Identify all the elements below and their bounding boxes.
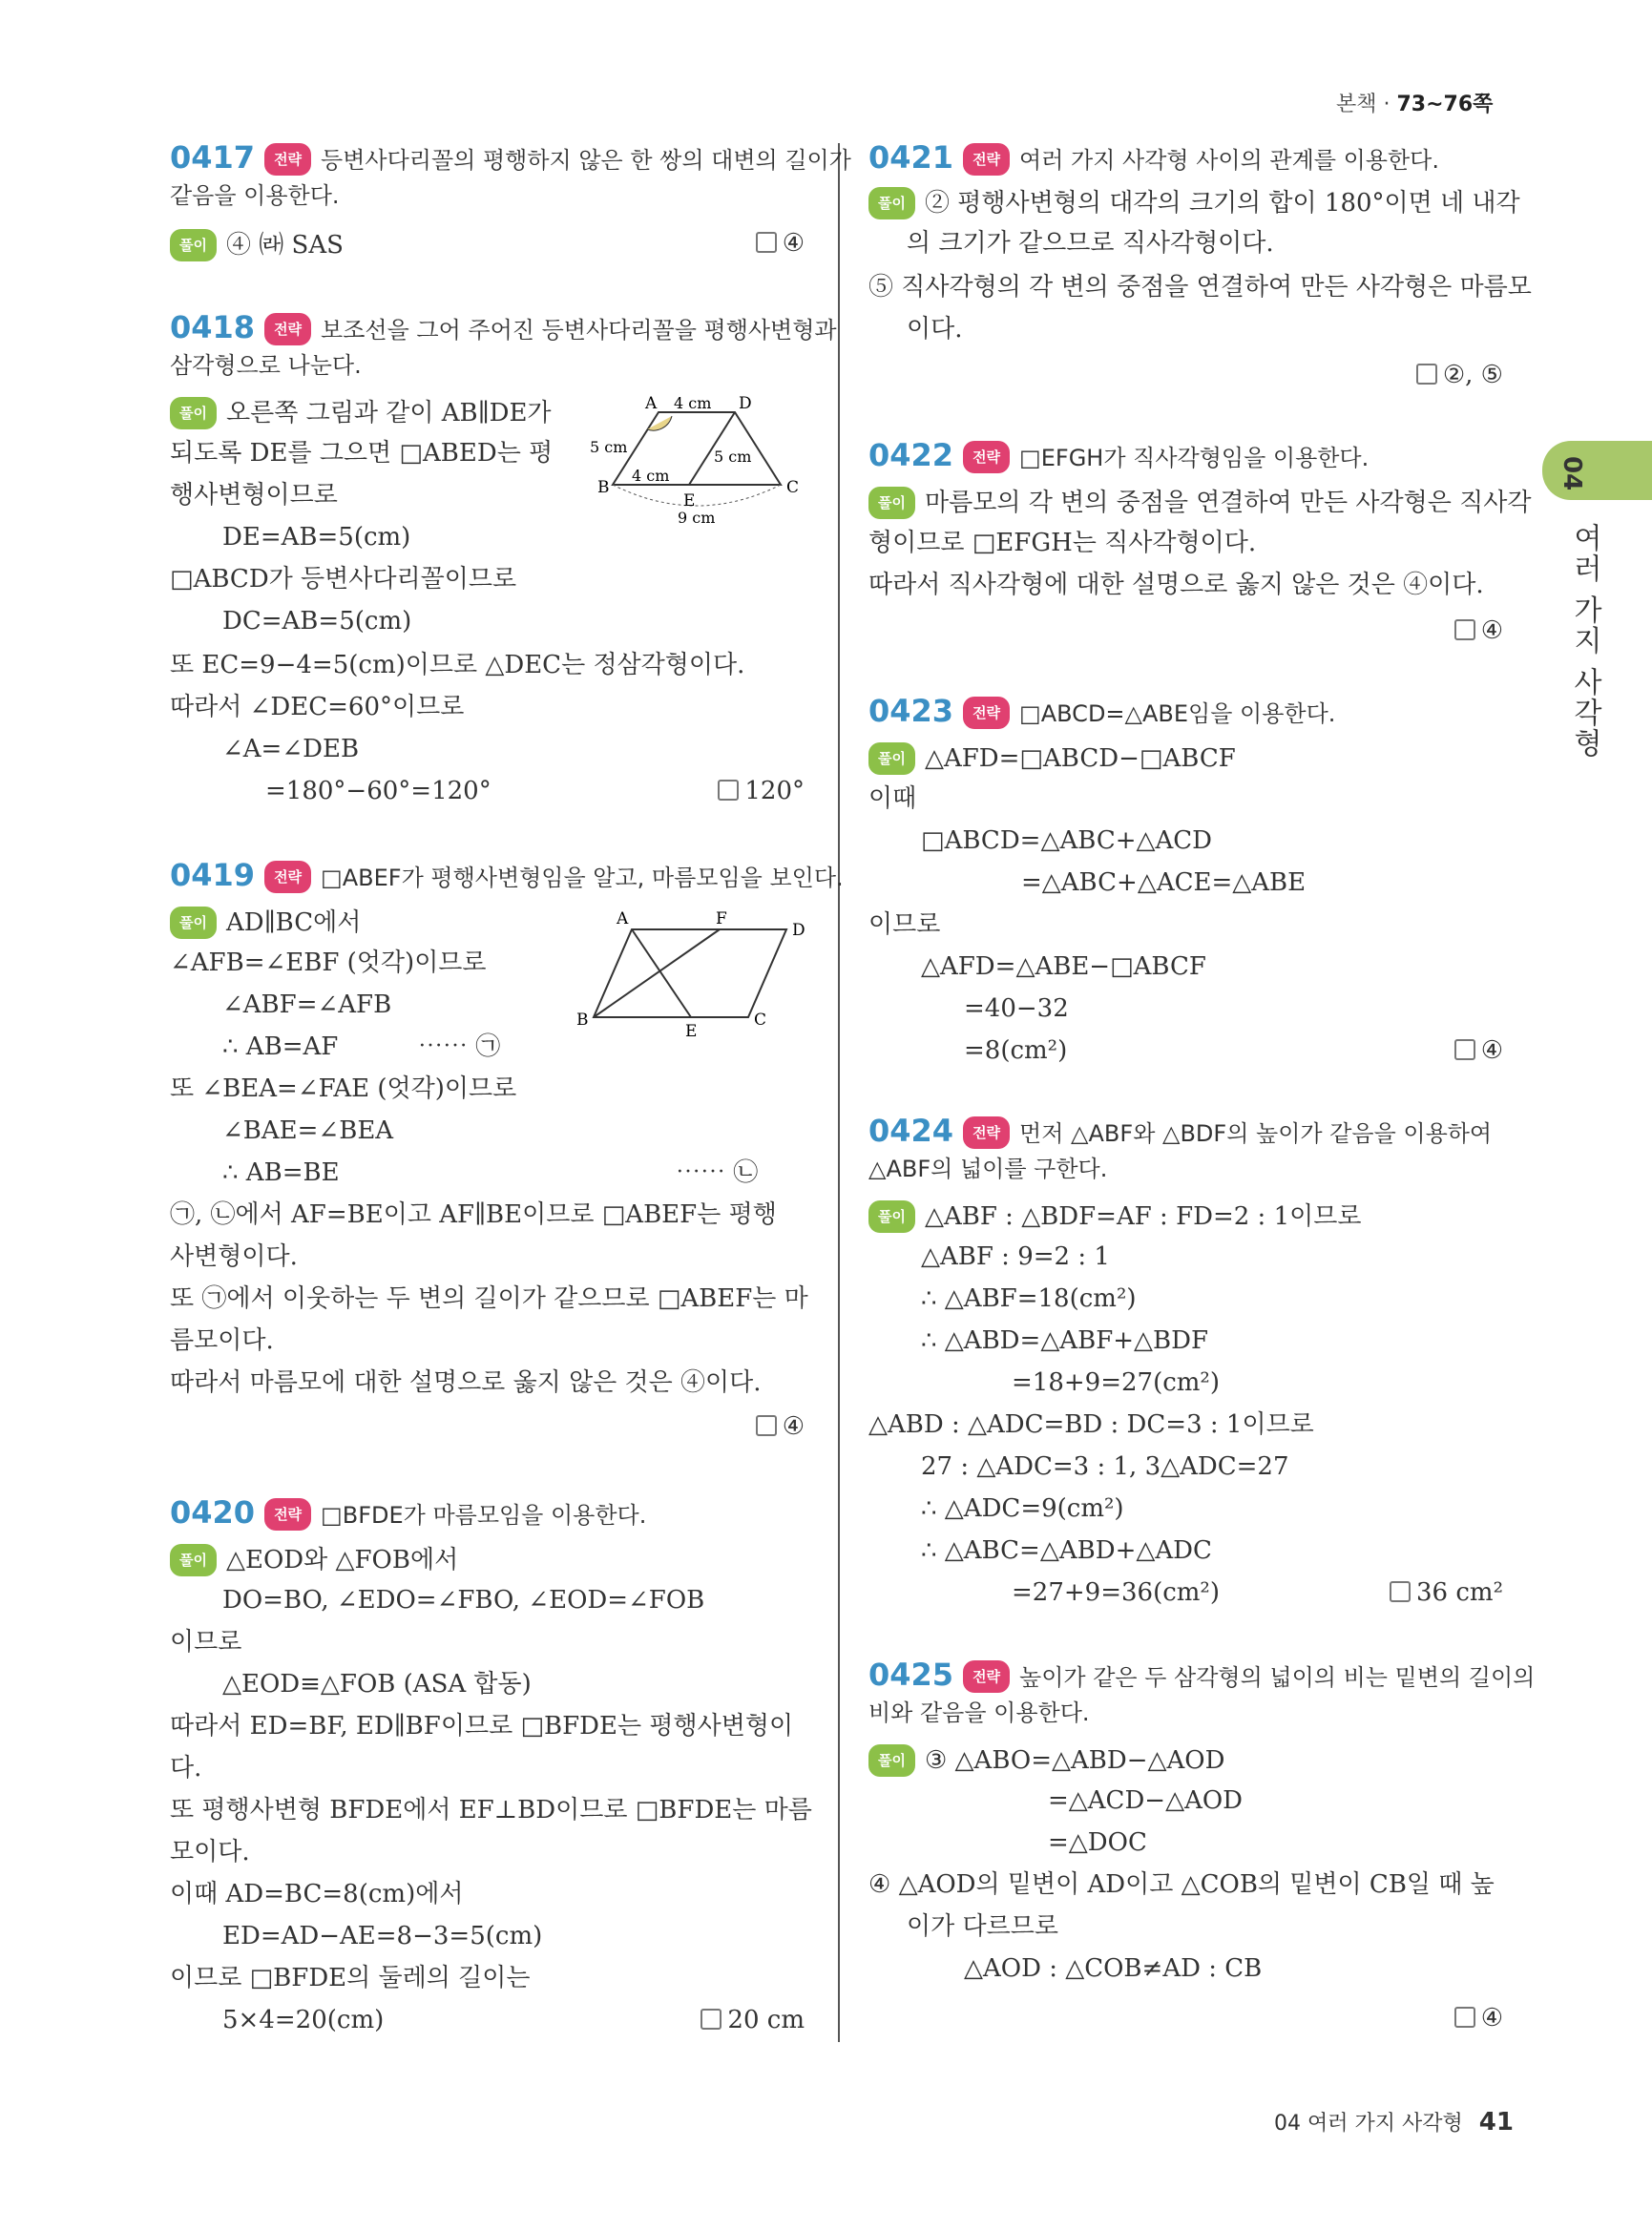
solution-line: =40−32	[964, 994, 1069, 1023]
answer-value: ④	[1480, 616, 1503, 645]
chapter-number: 04	[1558, 456, 1586, 491]
solution-line: 되도록 DE를 그으면 □ABED는 평	[170, 439, 554, 468]
solution-line: △ABF : △BDF=AF : FD=2 : 1이므로	[924, 1202, 1362, 1231]
solution-line: ∴ △ADC=9(cm²)	[921, 1494, 1124, 1523]
answer	[1416, 361, 1503, 389]
solution-line: 따라서 ∠DEC=60°이므로	[170, 693, 465, 721]
label-top: 4 cm	[674, 394, 712, 412]
solution-line: =27+9=36(cm²)	[1012, 1578, 1220, 1607]
answer	[1390, 1578, 1503, 1607]
solution-line: 다.	[170, 1754, 202, 1783]
solution-line: ∠A=∠DEB	[222, 735, 360, 763]
label-a: A	[617, 909, 629, 928]
label-f: F	[716, 909, 727, 928]
page-reference: 본책 · 73~76쪽	[1336, 93, 1494, 116]
strategy-text-cont: △ABF의 넓이를 구한다.	[868, 1156, 1108, 1182]
strategy-text: □BFDE가 마름모임을 이용한다.	[321, 1502, 647, 1529]
solution-line: 행사변형이므로	[170, 481, 338, 510]
answer-icon	[756, 232, 777, 253]
solution-line: △AFD=△ABE−□ABCF	[921, 952, 1206, 981]
solution-badge: 풀이	[170, 397, 217, 429]
answer-icon	[1454, 619, 1475, 640]
solution-line: 5×4=20(cm)	[222, 2006, 385, 2034]
solution-badge: 풀이	[868, 1200, 915, 1233]
solution-line: ② 평행사변형의 대각의 크기의 합이 180°이면 네 내각	[924, 189, 1520, 218]
solution-line: ∠BAE=∠BEA	[222, 1116, 394, 1145]
answer	[756, 1412, 805, 1441]
marker: ⋯⋯ ㉠	[418, 1032, 501, 1061]
solution-line: =8(cm²)	[964, 1036, 1068, 1065]
answer-value: ④	[1480, 2004, 1503, 2033]
answer-icon	[756, 1415, 777, 1436]
answer-icon	[701, 2009, 721, 2030]
solution-line: 이므로 □BFDE의 둘레의 길이는	[170, 1964, 531, 1992]
label-bottom: 4 cm	[632, 467, 670, 485]
solution-line: △AOD : △COB≠AD : CB	[964, 1954, 1263, 1983]
label-left: 5 cm	[590, 438, 628, 456]
label-b: B	[576, 1011, 589, 1030]
strategy-badge: 전략	[963, 1660, 1010, 1693]
solution-line: =△ACD−△AOD	[1048, 1786, 1244, 1815]
solution-line: △AFD=□ABCD−□ABCF	[924, 744, 1236, 773]
strategy-text: □ABCD=△ABE임을 이용한다.	[1019, 700, 1336, 727]
solution-line: ㉠, ㉡에서 AF=BE이고 AF∥BE이므로 □ABEF는 평행	[170, 1200, 777, 1229]
solution-line: =△ABC+△ACE=△ABE	[1021, 868, 1307, 897]
page-footer	[1274, 2107, 1514, 2137]
answer-value: 120°	[744, 777, 805, 805]
solution-line: =△DOC	[1048, 1828, 1147, 1857]
solution-line: 또 ㉠에서 이웃하는 두 변의 길이가 같으므로 □ABEF는 마	[170, 1284, 808, 1313]
problem-number: 0418	[170, 309, 256, 345]
strategy-text: 보조선을 그어 주어진 등변사다리꼴을 평행사변형과	[321, 317, 837, 344]
answer	[756, 229, 805, 258]
solution-line: AD∥BC에서	[225, 908, 362, 937]
solution-line: 사변형이다.	[170, 1242, 298, 1271]
page-range: 73~76쪽	[1396, 93, 1494, 116]
solution-line: 27 : △ADC=3 : 1, 3△ADC=27	[921, 1452, 1289, 1481]
answer	[1454, 2004, 1503, 2033]
solution-badge: 풀이	[868, 1744, 915, 1777]
solution-line: 또 ∠BEA=∠FAE (엇각)이므로	[170, 1074, 517, 1103]
trapezoid-figure	[590, 393, 809, 546]
problem-number: 0422	[868, 437, 954, 473]
problem-number: 0417	[170, 139, 256, 176]
solution-line: ∴ △ABF=18(cm²)	[921, 1284, 1137, 1313]
answer	[701, 2006, 805, 2034]
problem-number: 0425	[868, 1657, 954, 1693]
solution-line: 이때	[868, 784, 917, 813]
marker: ⋯⋯ ㉡	[676, 1158, 759, 1187]
solution-line: 름모이다.	[170, 1326, 274, 1355]
solution-line: ∠AFB=∠EBF (엇각)이므로	[170, 949, 487, 977]
strategy-text-cont: 비와 같음을 이용한다.	[868, 1699, 1090, 1726]
answer-value: 36 cm²	[1416, 1578, 1503, 1607]
strategy-text: □EFGH가 직사각형임을 이용한다.	[1019, 445, 1370, 471]
solution-line: =180°−60°=120°	[265, 777, 491, 805]
answer-value: 20 cm	[727, 2006, 805, 2034]
solution-line: 의 크기가 같으므로 직사각형이다.	[907, 229, 1274, 258]
solution-line: 형이므로 □EFGH는 직사각형이다.	[868, 529, 1257, 557]
strategy-text: 높이가 같은 두 삼각형의 넓이의 비는 밑변의 길이의	[1019, 1664, 1536, 1691]
solution-line: 이므로	[868, 910, 941, 939]
solution-line: □ABCD=△ABC+△ACD	[921, 826, 1213, 855]
label-base: 9 cm	[678, 509, 716, 527]
solution-line: △ABF : 9=2 : 1	[921, 1242, 1110, 1271]
solution-line: △ABD : △ADC=BD : DC=3 : 1이므로	[868, 1410, 1314, 1439]
strategy-text: 등변사다리꼴의 평행하지 않은 한 쌍의 대변의 길이가	[321, 147, 851, 174]
solution-line: 오른쪽 그림과 같이 AB∥DE가	[225, 399, 552, 427]
label-e: E	[683, 491, 696, 511]
answer-value: ②, ⑤	[1442, 361, 1503, 389]
solution-line: ED=AD−AE=8−3=5(cm)	[222, 1922, 543, 1950]
label-c: C	[754, 1011, 767, 1030]
strategy-badge: 전략	[264, 861, 311, 893]
answer-icon	[718, 780, 739, 801]
answer-icon	[1454, 2007, 1475, 2028]
label-d: D	[739, 394, 752, 413]
strategy-text-cont: 삼각형으로 나눈다.	[170, 352, 362, 379]
solution-line: 따라서 ED=BF, ED∥BF이므로 □BFDE는 평행사변형이	[170, 1712, 794, 1741]
answer-icon	[1390, 1581, 1411, 1602]
strategy-text: 먼저 △ABF와 △BDF의 높이가 같음을 이용하여	[1019, 1120, 1493, 1147]
solution-badge: 풀이	[170, 229, 217, 261]
solution-line: ④ ㈑ SAS	[225, 231, 344, 260]
problem-number: 0423	[868, 693, 954, 729]
problem-number: 0424	[868, 1113, 954, 1149]
label-a: A	[645, 394, 658, 413]
label-b: B	[597, 478, 610, 497]
solution-line: ∴ AB=AF	[222, 1032, 339, 1061]
footer-chapter: 04 여러 가지 사각형	[1274, 2112, 1463, 2136]
solution-line: □ABCD가 등변사다리꼴이므로	[170, 565, 517, 594]
label-c: C	[786, 478, 800, 497]
solution-line: =18+9=27(cm²)	[1012, 1368, 1220, 1397]
strategy-badge: 전략	[264, 313, 311, 345]
chapter-title: 여러 가지 사각형	[1568, 523, 1601, 760]
answer	[1454, 616, 1503, 645]
answer-icon	[1454, 1039, 1475, 1060]
solution-badge: 풀이	[868, 487, 915, 519]
solution-line: DO=BO, ∠EDO=∠FBO, ∠EOD=∠FOB	[222, 1586, 705, 1615]
solution-badge: 풀이	[868, 742, 915, 775]
strategy-badge: 전략	[963, 1116, 1010, 1149]
solution-line: DC=AB=5(cm)	[222, 607, 412, 636]
answer	[718, 777, 805, 805]
solution-line: ③ △ABO=△ABD−△AOD	[924, 1746, 1225, 1775]
strategy-text: 여러 가지 사각형 사이의 관계를 이용한다.	[1019, 147, 1439, 174]
solution-line: 이가 다르므로	[907, 1912, 1058, 1941]
solution-line: △EOD와 △FOB에서	[225, 1546, 459, 1574]
parallelogram-figure	[576, 907, 815, 1040]
strategy-badge: 전략	[963, 441, 1010, 473]
solution-line: ∴ AB=BE	[222, 1158, 340, 1187]
answer-value: ④	[782, 1412, 805, 1441]
solution-line: ∴ △ABD=△ABF+△BDF	[921, 1326, 1209, 1355]
page-number: 41	[1478, 2108, 1514, 2137]
solution-badge: 풀이	[170, 907, 217, 939]
solution-line: △EOD≡△FOB (ASA 합동)	[222, 1670, 532, 1699]
solution-line: ∴ △ABC=△ABD+△ADC	[921, 1536, 1212, 1565]
solution-line: 마름모의 각 변의 중점을 연결하여 만든 사각형은 직사각	[924, 489, 1532, 517]
solution-line: 따라서 마름모에 대한 설명으로 옳지 않은 것은 ④이다.	[170, 1368, 762, 1397]
solution-line: 모이다.	[170, 1838, 250, 1866]
label-d: D	[792, 921, 805, 940]
solution-line: DE=AB=5(cm)	[222, 523, 411, 552]
column-divider	[838, 143, 840, 2042]
solution-badge: 풀이	[170, 1544, 217, 1576]
solution-line: 따라서 직사각형에 대한 설명으로 옳지 않은 것은 ④이다.	[868, 571, 1484, 599]
strategy-text: □ABEF가 평행사변형임을 알고, 마름모임을 보인다.	[321, 865, 844, 891]
solution-badge: 풀이	[868, 187, 915, 219]
solution-line: 이므로	[170, 1628, 242, 1657]
problem-number: 0420	[170, 1494, 256, 1531]
strategy-badge: 전략	[264, 143, 311, 176]
strategy-text-cont: 같음을 이용한다.	[170, 182, 340, 209]
solution-line: ④ △AOD의 밑변이 AD이고 △COB의 밑변이 CB일 때 높	[868, 1870, 1495, 1899]
problem-number: 0419	[170, 857, 256, 893]
problem-number: 0421	[868, 139, 954, 176]
book-label: 본책	[1336, 93, 1377, 116]
strategy-badge: 전략	[963, 143, 1010, 176]
solution-line: ∠ABF=∠AFB	[222, 990, 392, 1019]
solution-line: ⑤ 직사각형의 각 변의 중점을 연결하여 만든 사각형은 마름모	[868, 273, 1532, 302]
strategy-badge: 전략	[264, 1498, 311, 1531]
solution-line: 이다.	[907, 315, 963, 344]
solution-line: 또 평행사변형 BFDE에서 EF⊥BD이므로 □BFDE는 마름	[170, 1796, 812, 1824]
solution-line: 이때 AD=BC=8(cm)에서	[170, 1880, 464, 1908]
label-e: E	[685, 1022, 698, 1040]
label-right: 5 cm	[714, 448, 752, 466]
solution-line: 또 EC=9−4=5(cm)이므로 △DEC는 정삼각형이다.	[170, 651, 745, 679]
answer-value: ④	[782, 229, 805, 258]
answer-icon	[1416, 364, 1437, 385]
answer	[1454, 1036, 1503, 1065]
strategy-badge: 전략	[963, 697, 1010, 729]
answer-value: ④	[1480, 1036, 1503, 1065]
